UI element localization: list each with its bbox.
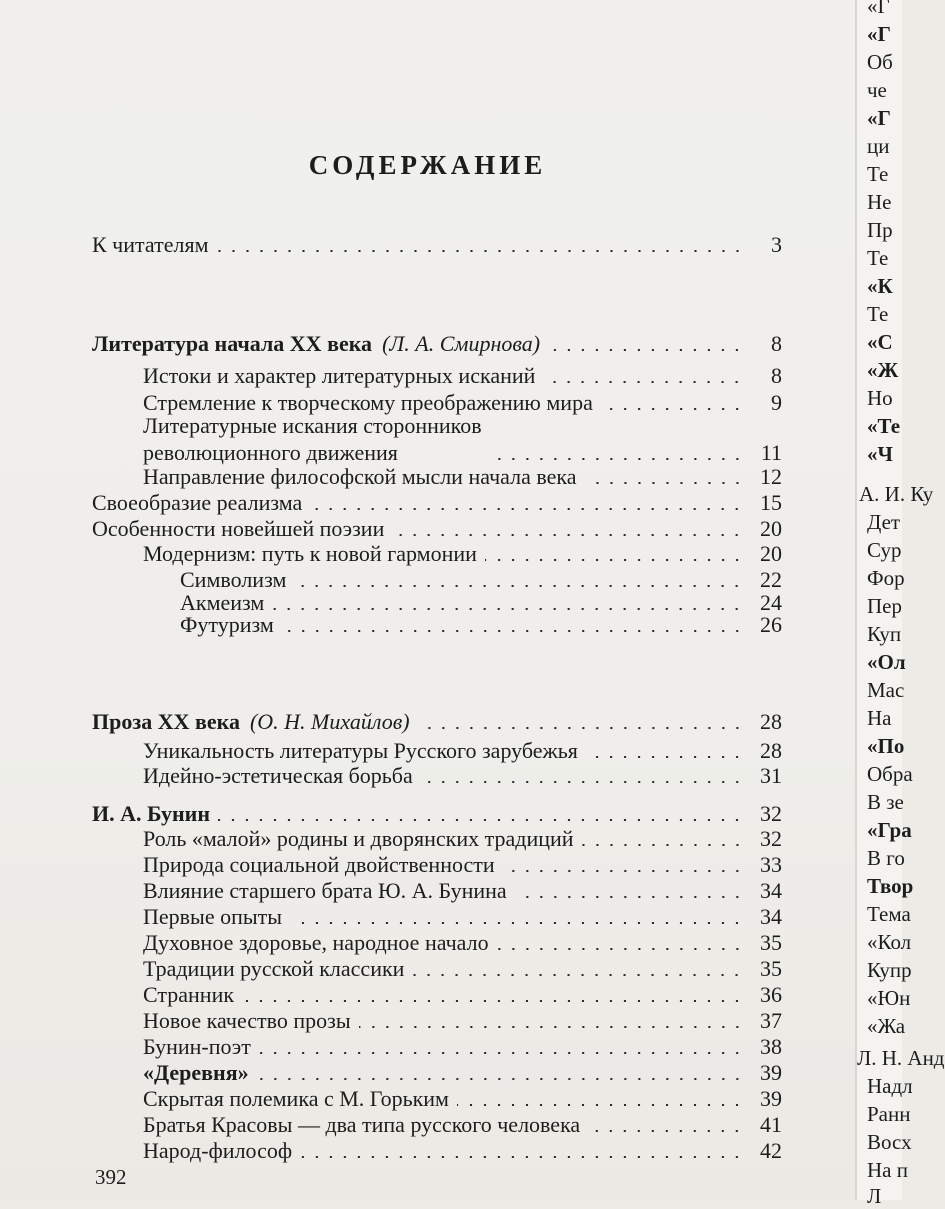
toc-entry[interactable] <box>143 851 782 878</box>
leader-dots <box>290 922 744 924</box>
toc-entry-page: 26 <box>760 612 782 637</box>
toc-entry-page: 35 <box>760 956 782 981</box>
toc-entry-title: Литература начала XX века <box>92 331 373 356</box>
facing-page-text: «Г <box>867 106 891 130</box>
facing-page-text: Но <box>867 386 893 410</box>
leader-dots <box>418 727 744 729</box>
toc-entry-page: 20 <box>760 516 782 541</box>
toc-entry[interactable] <box>143 737 782 764</box>
facing-page-text: Те <box>867 302 889 326</box>
toc-entry-page: 3 <box>771 232 782 257</box>
leader-dots <box>272 608 744 610</box>
leader-dots <box>282 630 744 632</box>
toc-entry-page: 35 <box>760 930 782 955</box>
toc-entry[interactable] <box>92 515 782 542</box>
toc-entry[interactable] <box>143 903 782 930</box>
facing-page-text: Твор <box>867 874 914 898</box>
facing-page-text: «Жа <box>867 1014 906 1038</box>
toc-entry-title: Особенности новейшей поэзии <box>92 516 385 541</box>
toc-entry-page: 39 <box>760 1086 782 1111</box>
facing-page-text: Те <box>867 246 889 270</box>
toc-entry-page: 8 <box>771 331 782 356</box>
toc-entry-title: Футуризм <box>180 612 274 637</box>
toc-entry[interactable] <box>143 1085 782 1112</box>
toc-entry-title: Братья Красовы — два типа русского человека <box>143 1112 581 1137</box>
leader-dots <box>543 381 744 383</box>
toc-entry-title: Уникальность литературы Русского зарубежья <box>143 738 578 763</box>
page-number: 392 <box>95 1165 127 1189</box>
facing-page-text: Л. Н. Анд <box>857 1046 945 1070</box>
toc-entry-title: Проза XX века <box>92 709 240 734</box>
leader-dots <box>586 756 744 758</box>
leader-dots <box>582 844 744 846</box>
toc-entry-title: Стремление к творческому преображению мира <box>143 390 593 415</box>
toc-entry-title: Странник <box>143 982 235 1007</box>
facing-page-text: Обра <box>867 762 913 786</box>
toc-entry[interactable] <box>92 489 782 516</box>
toc-entry-title: Традиции русской классики <box>143 956 405 981</box>
leader-dots <box>421 781 744 783</box>
facing-page-text: «Ж <box>867 358 899 382</box>
facing-page-text: Восх <box>867 1130 912 1154</box>
leader-dots <box>585 482 744 484</box>
facing-page-text: На п <box>867 1158 908 1182</box>
leader-dots <box>490 458 744 460</box>
facing-page-text: Купр <box>867 958 912 982</box>
leader-dots <box>548 349 744 351</box>
toc-entry[interactable] <box>143 981 782 1008</box>
toc-entry[interactable] <box>143 1033 782 1060</box>
facing-page-text: ци <box>867 134 890 158</box>
toc-entry-title: Скрытая полемика с М. Горьким <box>143 1086 449 1111</box>
facing-page-text: Ранн <box>867 1102 911 1126</box>
leader-dots <box>257 1078 744 1080</box>
toc-entry[interactable] <box>143 362 782 389</box>
toc-entry-page: 11 <box>760 440 782 465</box>
toc-entry-page: 42 <box>760 1138 782 1163</box>
facing-page-text: «Г <box>867 0 890 18</box>
facing-page-text: Пер <box>867 594 902 618</box>
toc-entry-title: Литературные искания сторонников <box>143 413 482 438</box>
facing-page-text: На <box>867 706 892 730</box>
leader-dots <box>588 1130 744 1132</box>
leader-dots <box>457 1104 744 1106</box>
toc-entry[interactable] <box>143 825 782 852</box>
facing-page-text: Те <box>867 162 889 186</box>
toc-entry-page: 8 <box>771 363 782 388</box>
toc-entry[interactable] <box>143 540 782 567</box>
toc-entry-author: (Л. А. Смирнова) <box>382 331 541 356</box>
toc-entry[interactable] <box>143 1059 782 1086</box>
leader-dots <box>497 948 744 950</box>
toc-entry-page: 15 <box>760 490 782 515</box>
toc-entry-title: Народ-философ <box>143 1138 293 1163</box>
toc-entry-page: 38 <box>760 1034 782 1059</box>
leader-dots <box>503 870 744 872</box>
leader-dots <box>242 1000 744 1002</box>
facing-page-text: Мас <box>867 678 905 702</box>
toc-entry-page: 33 <box>760 852 782 877</box>
facing-page-text: В зе <box>867 790 904 814</box>
toc-entry-author: (О. Н. Михайлов) <box>249 709 410 734</box>
toc-entry-page: 37 <box>760 1008 782 1033</box>
toc-entry-page: 12 <box>760 464 782 489</box>
toc-entry-page: 32 <box>760 826 782 851</box>
toc-entry-title: Акмеизм <box>180 590 265 615</box>
toc-entry-title: И. А. Бунин <box>92 801 211 826</box>
toc-entry[interactable] <box>143 1137 782 1164</box>
facing-page-text: В го <box>867 846 905 870</box>
toc-entry-page: 41 <box>760 1112 782 1137</box>
leader-dots <box>259 1052 744 1054</box>
toc-entry-title: Идейно-эстетическая борьба <box>143 763 413 788</box>
facing-page-text: «К <box>867 274 893 298</box>
leader-dots <box>515 896 744 898</box>
toc-entry[interactable] <box>143 1111 782 1138</box>
facing-page-text: Не <box>867 190 892 214</box>
toc-entry-title-cont: революционного движения <box>143 440 398 465</box>
toc-entry-title: К читателям <box>92 232 209 257</box>
facing-page-text: «Ол <box>867 650 906 674</box>
leader-dots <box>218 819 744 821</box>
leader-dots <box>485 559 744 561</box>
toc-entry-page: 28 <box>760 709 782 734</box>
facing-page-text: «Г <box>867 22 891 46</box>
facing-page-text: «По <box>867 734 905 758</box>
facing-page-text: «С <box>867 330 893 354</box>
toc-entry-title: «Деревня» <box>143 1060 249 1085</box>
toc-entry[interactable] <box>143 1007 782 1034</box>
toc-entry-title: Влияние старшего брата Ю. А. Бунина <box>143 878 507 903</box>
facing-page-text: Куп <box>867 622 902 646</box>
toc-entry-page: 22 <box>760 567 782 592</box>
leader-dots <box>392 534 744 536</box>
toc-entry-title: Символизм <box>180 567 287 592</box>
facing-page-text: Сур <box>867 538 902 562</box>
toc-entry-title: Бунин-поэт <box>143 1034 251 1059</box>
facing-page-text: Надл <box>867 1074 913 1098</box>
toc-entry-page: 39 <box>760 1060 782 1085</box>
toc-entry-title: Своеобразие реализма <box>92 490 303 515</box>
facing-page-text: «Ч <box>867 442 893 466</box>
toc-entry[interactable] <box>180 611 782 638</box>
toc-entry-title: Модернизм: путь к новой гармонии <box>143 541 477 566</box>
leader-dots <box>359 1026 744 1028</box>
toc-entry-page: 34 <box>760 878 782 903</box>
toc-entry-page: 32 <box>760 801 782 826</box>
facing-page-text: «Те <box>867 414 901 438</box>
toc-entry[interactable] <box>143 762 782 789</box>
toc-section-heading[interactable] <box>92 330 782 357</box>
facing-page-text: Фор <box>867 566 905 590</box>
toc-entry[interactable] <box>143 877 782 904</box>
facing-page-text: че <box>867 78 887 102</box>
facing-page-text: А. И. Ку <box>859 482 934 506</box>
facing-page-text: Дет <box>867 510 901 534</box>
toc-entry[interactable] <box>143 412 782 466</box>
facing-page-text: «Кол <box>867 930 912 954</box>
toc-entry-page: 31 <box>760 763 782 788</box>
toc-entry-page: 36 <box>760 982 782 1007</box>
toc-entry-title: Первые опыты <box>143 904 283 929</box>
facing-page-text: «Юн <box>867 986 911 1010</box>
leader-dots <box>294 585 744 587</box>
toc-entry-title: Духовное здоровье, народное начало <box>143 930 489 955</box>
toc-entry[interactable] <box>92 231 782 258</box>
toc-section-heading[interactable] <box>92 800 782 827</box>
facing-page-text: Пр <box>867 218 893 242</box>
leader-dots <box>601 408 744 410</box>
toc-entry[interactable] <box>143 955 782 982</box>
leader-dots <box>310 508 744 510</box>
toc-entry-title: Роль «малой» родины и дворянских традиций <box>143 826 574 851</box>
toc-section-heading[interactable] <box>92 708 782 735</box>
toc-entry[interactable] <box>143 463 782 490</box>
toc-entry-title: Истоки и характер литературных исканий <box>143 363 536 388</box>
facing-page-text: «Гра <box>867 818 912 842</box>
leader-dots <box>217 250 745 252</box>
toc-entry-page: 34 <box>760 904 782 929</box>
leader-dots <box>412 974 744 976</box>
toc-entry-page: 9 <box>771 390 782 415</box>
facing-page-edge <box>855 0 945 1208</box>
leader-dots <box>300 1156 744 1158</box>
toc-entry-title: Новое качество прозы <box>143 1008 351 1033</box>
toc-entry-title: Природа социальной двойственности <box>143 852 495 877</box>
facing-page-text: Тема <box>867 902 911 926</box>
facing-page-text: Л <box>867 1184 882 1208</box>
toc-entry-page: 24 <box>760 590 782 615</box>
toc-entry-page: 20 <box>760 541 782 566</box>
page-title: СОДЕРЖАНИЕ <box>308 150 547 180</box>
toc-entry[interactable] <box>143 929 782 956</box>
toc-entry-title: Направление философской мысли начала века <box>143 464 577 489</box>
facing-page-text: Об <box>867 50 893 74</box>
toc-entry-page: 28 <box>760 738 782 763</box>
